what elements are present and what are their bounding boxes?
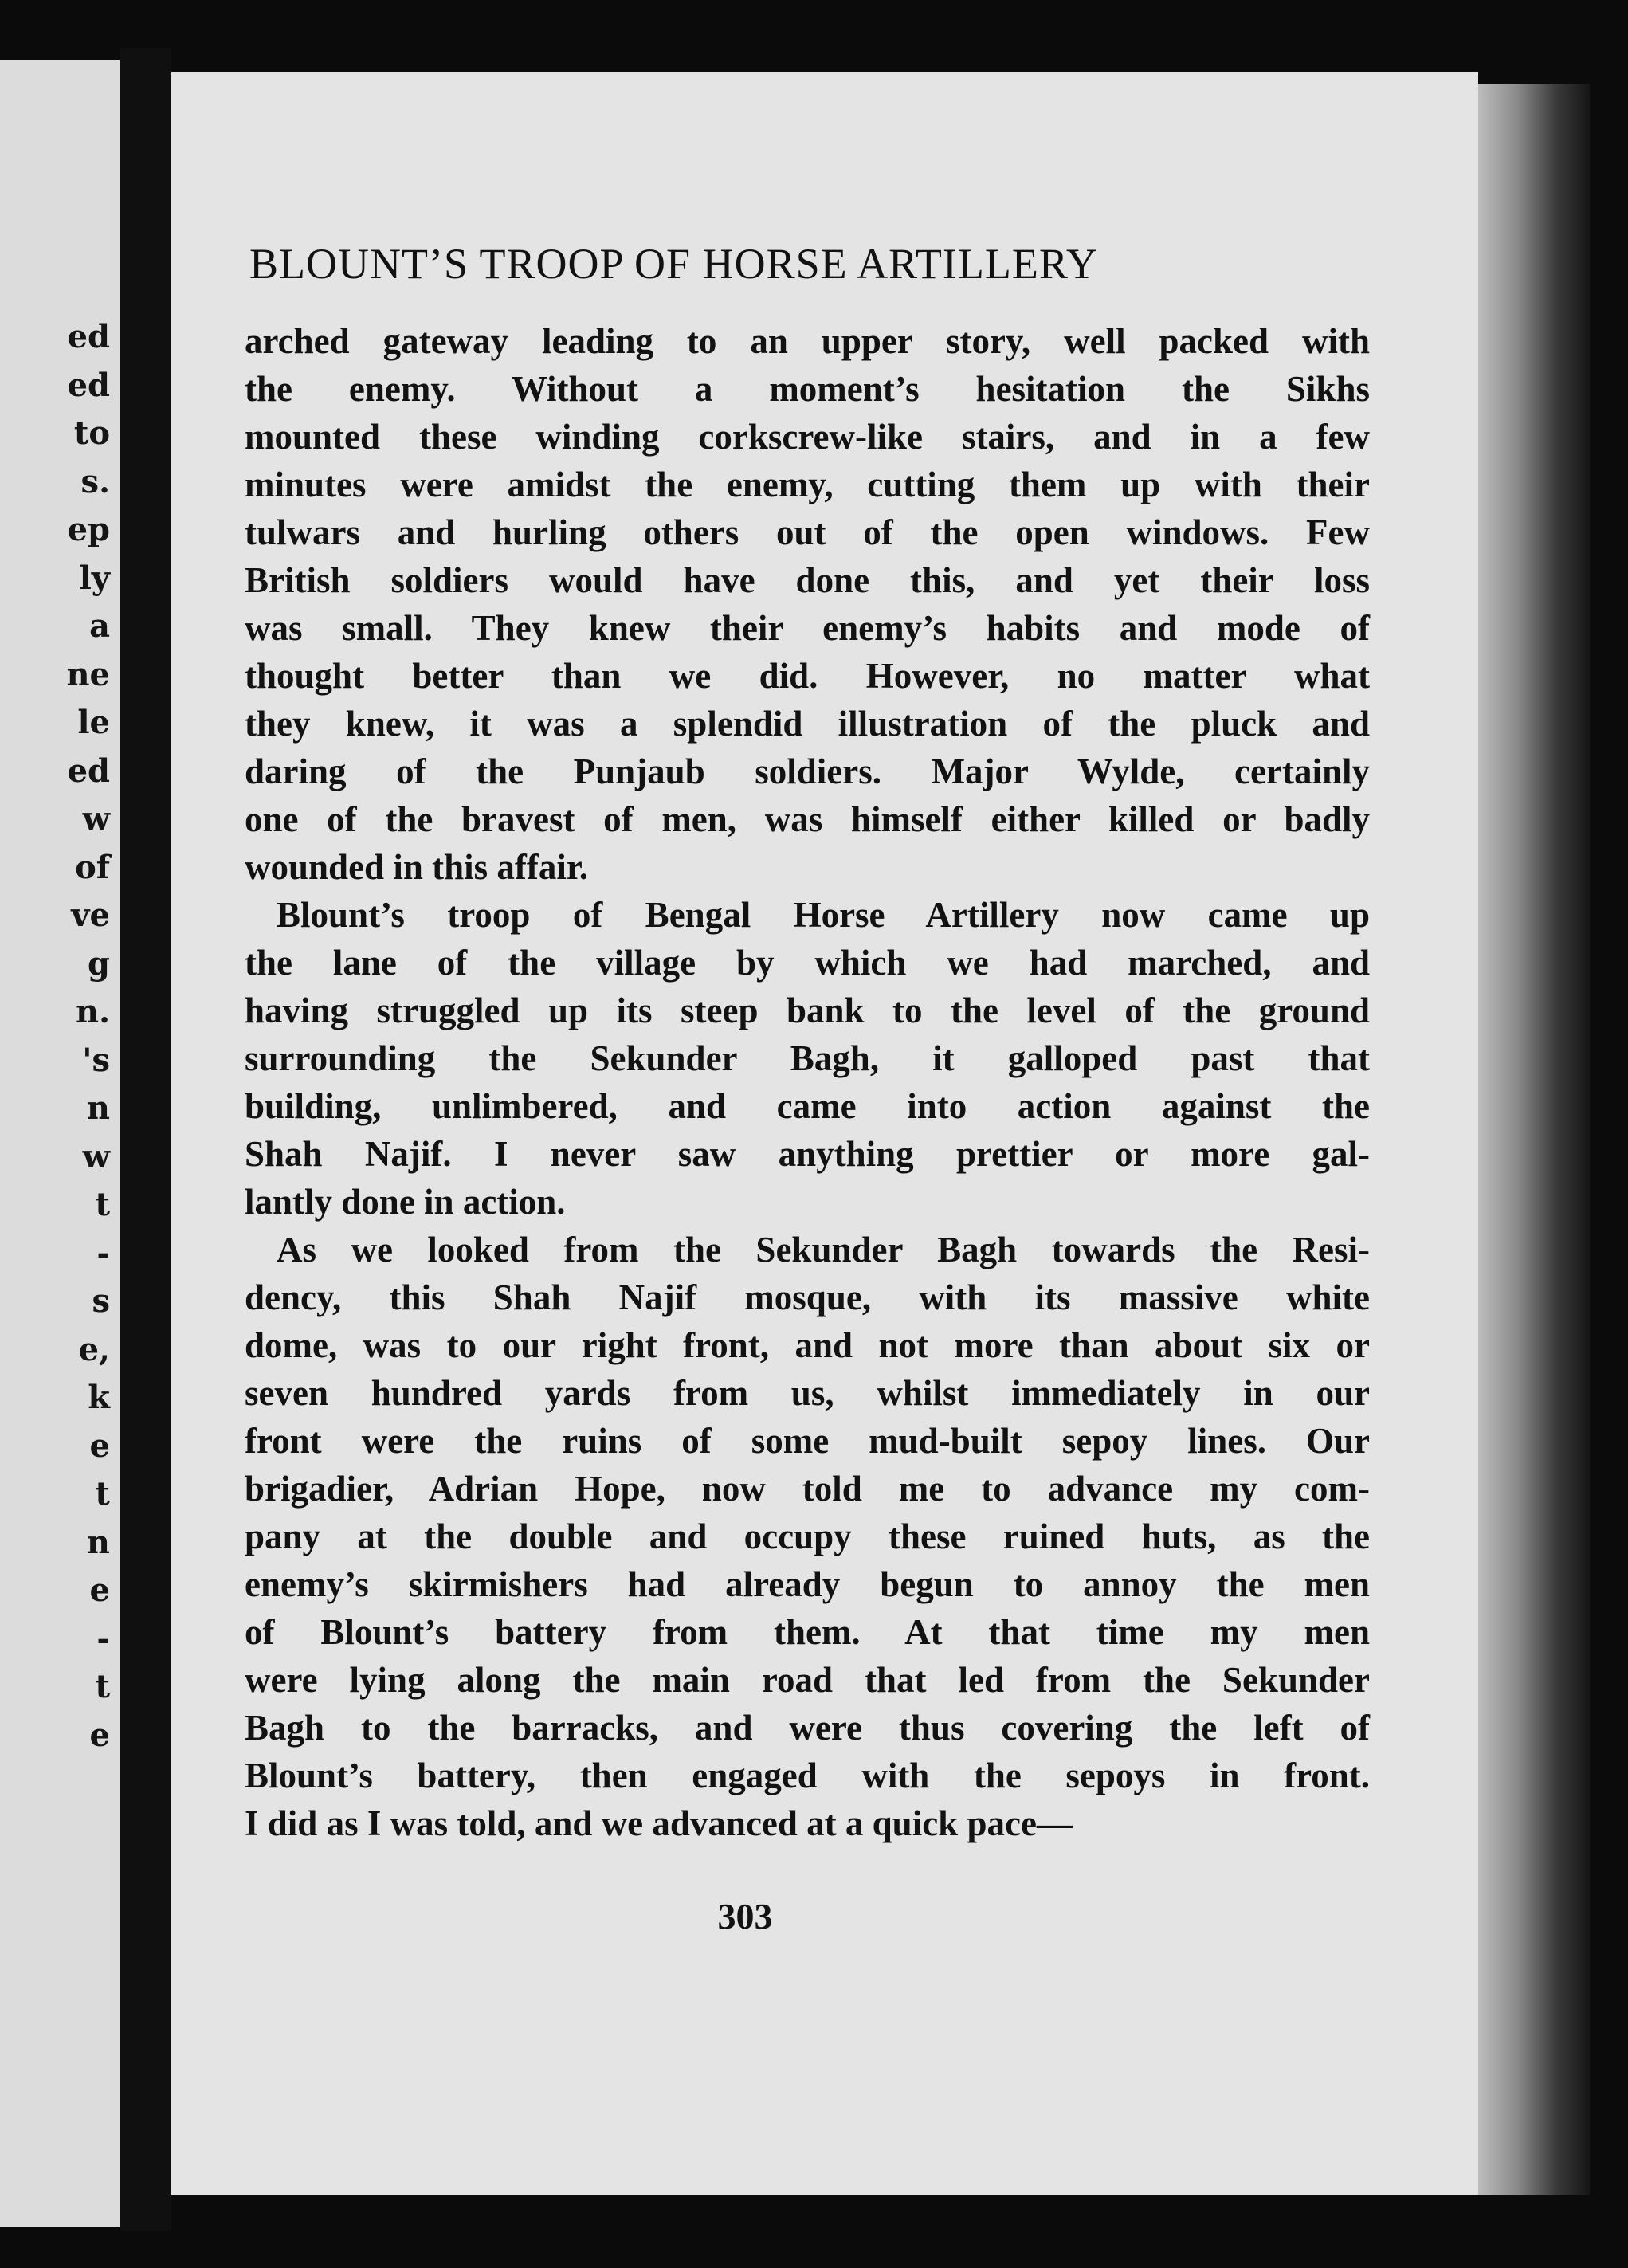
text-line: of Blount’s battery from them. At that time my men [245, 1612, 1370, 1652]
book-page [171, 72, 1478, 2195]
previous-page-line-ending: of [75, 848, 110, 886]
text-line: Blount’s battery, then engaged with the sepoys in front. [245, 1756, 1370, 1795]
previous-page-line-endings [0, 313, 120, 1760]
previous-page-line-ending: e [89, 1426, 110, 1465]
previous-page-line-ending: s [92, 1282, 110, 1320]
previous-page-line-ending: g [88, 944, 110, 983]
text-line: having struggled up its steep bank to the level of the ground [245, 991, 1370, 1030]
previous-page-line-ending: t [95, 1668, 110, 1705]
text-line: surrounding the Sekunder Bagh, it galloped past that [245, 1038, 1370, 1078]
previous-page-line-ending: ep [67, 511, 110, 548]
page-block-edge [1478, 84, 1590, 2195]
text-line: wounded in this affair. [245, 847, 588, 887]
previous-page-line-ending: s. [80, 462, 110, 500]
text-line: they knew, it was a splendid illustration of the pluck and [245, 704, 1370, 744]
previous-page-line-ending: t [95, 1475, 110, 1513]
previous-page-line-ending: a [89, 607, 110, 645]
text-line: one of the bravest of men, was himself either killed or badly [245, 799, 1370, 839]
text-line: was small. They knew their enemy’s habits and mode of [245, 608, 1370, 648]
body-text [245, 317, 1370, 1847]
previous-page-line-ending: k [88, 1379, 110, 1416]
text-line: were lying along the main road that led from the Sekunder [245, 1660, 1370, 1700]
book-gutter [120, 48, 171, 2231]
previous-page-fragment [0, 60, 120, 2227]
previous-page-line-ending: e [89, 1572, 110, 1609]
previous-page-line-ending: ne [66, 655, 110, 693]
text-line: mounted these winding corkscrew-like stairs, and in a few [245, 417, 1370, 457]
text-line: I did as I was told, and we advanced at a quick pace— [245, 1803, 1073, 1843]
previous-page-line-ending: w [82, 1137, 110, 1175]
text-line: front were the ruins of some mud-built sepoy lines. Our [245, 1421, 1370, 1461]
previous-page-line-ending: n [86, 1089, 110, 1127]
text-line: tulwars and hurling others out of the open windows. Few [245, 512, 1370, 552]
text-line: seven hundred yards from us, whilst immediately in our [245, 1373, 1370, 1413]
paragraph [245, 317, 1370, 891]
text-line: brigadier, Adrian Hope, now told me to advance my com- [245, 1469, 1370, 1509]
previous-page-line-ending: ed [67, 366, 110, 404]
previous-page-line-ending: n [86, 1523, 110, 1561]
text-line: the enemy. Without a moment’s hesitation the Sikhs [245, 369, 1370, 409]
previous-page-line-ending: ed [67, 751, 110, 790]
text-line: the lane of the village by which we had marched, and [245, 943, 1370, 983]
previous-page-line-ending: e, [78, 1330, 110, 1368]
previous-page-line-ending: 's [82, 1041, 110, 1079]
text-line: Shah Najif. I never saw anything prettier or more gal- [245, 1134, 1370, 1174]
previous-page-line-ending: n. [75, 993, 110, 1030]
paragraph [245, 1226, 1370, 1847]
text-line: Bagh to the barracks, and were thus covering the left of [245, 1708, 1370, 1748]
text-line: dency, this Shah Najif mosque, with its massive white [245, 1277, 1370, 1317]
text-line: As we looked from the Sekunder Bagh towards the Resi- [277, 1230, 1370, 1269]
previous-page-line-ending: - [96, 1619, 110, 1658]
text-line: pany at the double and occupy these ruined huts, as the [245, 1517, 1370, 1556]
previous-page-line-ending: le [77, 704, 110, 741]
text-line: lantly done in action. [245, 1182, 566, 1222]
paragraph [245, 891, 1370, 1226]
previous-page-line-ending: ly [79, 559, 110, 597]
previous-page-line-ending: to [73, 414, 110, 452]
previous-page-line-ending: t [95, 1186, 110, 1223]
text-line: thought better than we did. However, no matter what [245, 656, 1370, 696]
page-number: 303 [717, 1896, 773, 1936]
text-line: daring of the Punjaub soldiers. Major Wylde, certainly [245, 751, 1370, 791]
previous-page-line-ending: w [82, 800, 110, 838]
text-line: building, unlimbered, and came into action against the [245, 1086, 1370, 1126]
previous-page-line-ending: ed [67, 318, 110, 355]
text-line: Blount’s troop of Bengal Horse Artillery now came up [277, 895, 1370, 935]
previous-page-line-ending: - [96, 1234, 110, 1272]
previous-page-line-ending: e [89, 1716, 110, 1754]
text-line: enemy’s skirmishers had already begun to annoy the men [245, 1564, 1370, 1604]
previous-page-line-ending: ve [71, 897, 110, 934]
text-line: arched gateway leading to an upper story, well packed with [245, 321, 1370, 361]
running-head: BLOUNT’S TROOP OF HORSE ARTILLERY [249, 240, 1098, 288]
text-line: British soldiers would have done this, and yet their loss [245, 560, 1370, 600]
text-line: minutes were amidst the enemy, cutting them up with their [245, 465, 1370, 504]
text-line: dome, was to our right front, and not more than about six or [245, 1325, 1370, 1365]
